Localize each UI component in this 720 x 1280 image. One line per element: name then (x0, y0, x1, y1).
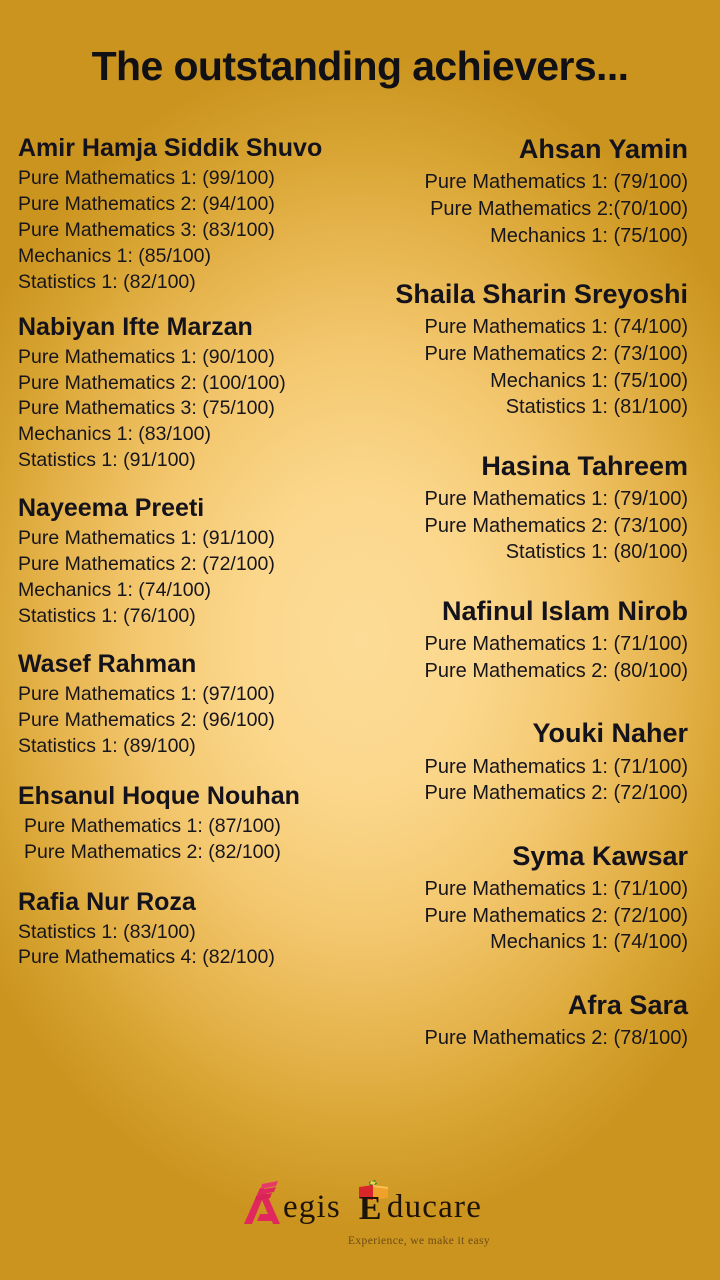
subject-result: Pure Mathematics 4: (82/100) (18, 946, 275, 969)
aegis-a-mark-icon (238, 1180, 282, 1226)
logo-text-e: E (358, 1190, 382, 1227)
student-entry (352, 841, 704, 956)
student-name: Ehsanul Hoque Nouhan (18, 781, 300, 810)
subject-result: Pure Mathematics 1: (71/100) (424, 755, 688, 778)
subject-result: Pure Mathematics 2: (73/100) (424, 514, 688, 537)
subject-result: Pure Mathematics 2: (73/100) (424, 343, 688, 365)
logo-tagline: Experience, we make it easy (347, 1235, 491, 1247)
subject-result: Pure Mathematics 2: (78/100) (424, 1027, 688, 1050)
subject-result: Pure Mathematics 2: (72/100) (18, 553, 275, 576)
subject-result: Statistics 1: (80/100) (505, 541, 688, 564)
subject-result: Statistics 1: (76/100) (18, 604, 196, 627)
subject-result: Pure Mathematics 2: (72/100) (424, 782, 688, 805)
subject-result: Mechanics 1: (85/100) (18, 244, 211, 267)
subject-result: Statistics 1: (81/100) (505, 396, 688, 419)
subject-result: Mechanics 1: (75/100) (490, 224, 688, 247)
subject-result: Mechanics 1: (83/100) (18, 423, 211, 446)
brand-logo (0, 1176, 720, 1247)
student-name: Nabiyan Ifte Marzan (18, 312, 253, 341)
student-name: Nayeema Preeti (18, 494, 205, 523)
student-entry (18, 888, 368, 972)
student-entry (352, 279, 704, 421)
subject-result: Mechanics 1: (74/100) (18, 579, 211, 602)
subject-result: Pure Mathematics 2: (82/100) (24, 840, 281, 863)
logo-e-with-book (359, 1180, 387, 1226)
subject-result: Pure Mathematics 2: (96/100) (18, 708, 275, 731)
subject-result: Mechanics 1: (75/100) (490, 369, 688, 392)
left-achievers-column (18, 134, 368, 988)
student-name: Rafia Nur Roza (18, 887, 196, 916)
student-entry (18, 782, 368, 866)
subject-result: Pure Mathematics 2: (94/100) (18, 192, 275, 215)
subject-result: Pure Mathematics 1: (74/100) (424, 316, 688, 339)
right-achievers-column (352, 134, 704, 1078)
subject-result: Pure Mathematics 3: (75/100) (18, 397, 275, 420)
student-entry (352, 718, 704, 807)
subject-result: Statistics 1: (89/100) (18, 734, 196, 757)
student-name: Wasef Rahman (18, 649, 197, 678)
student-name: Youki Naher (532, 718, 688, 749)
subject-result: Pure Mathematics 1: (79/100) (424, 488, 688, 511)
student-name: Syma Kawsar (512, 840, 688, 871)
title-area (0, 44, 720, 89)
subject-result: Statistics 1: (82/100) (18, 270, 196, 293)
subject-result: Pure Mathematics 1: (90/100) (18, 345, 275, 368)
student-entry (18, 313, 368, 475)
subject-result: Pure Mathematics 2: (100/100) (18, 371, 286, 394)
student-name: Amir Hamja Siddik Shuvo (18, 134, 323, 162)
subject-result: Pure Mathematics 1: (87/100) (24, 814, 281, 837)
subject-result: Statistics 1: (83/100) (18, 920, 196, 943)
student-entry (18, 650, 368, 760)
subject-result: Statistics 1: (91/100) (18, 449, 196, 472)
logo-text-ducare: ducare (386, 1189, 483, 1225)
student-entry (352, 990, 704, 1052)
achievers-columns (0, 134, 720, 1134)
student-entry (352, 134, 704, 249)
subject-result: Pure Mathematics 2:(70/100) (430, 197, 688, 220)
student-entry (18, 134, 368, 296)
student-name: Hasina Tahreem (481, 450, 688, 481)
student-entry (352, 451, 704, 566)
subject-result: Mechanics 1: (74/100) (490, 931, 688, 954)
subject-result: Pure Mathematics 3: (83/100) (18, 218, 275, 241)
student-name: Afra Sara (567, 989, 688, 1020)
subject-result: Pure Mathematics 1: (91/100) (18, 527, 275, 550)
subject-result: Pure Mathematics 1: (97/100) (18, 682, 275, 705)
student-name: Shaila Sharin Sreyoshi (395, 279, 688, 310)
subject-result: Pure Mathematics 1: (71/100) (424, 878, 688, 901)
student-name: Nafinul Islam Nirob (441, 595, 688, 626)
student-name: Ahsan Yamin (518, 134, 688, 164)
logo-text-egis: egis (282, 1189, 341, 1225)
student-entry (18, 494, 368, 630)
subject-result: Pure Mathematics 1: (99/100) (18, 167, 275, 189)
page-title: The outstanding achievers... (91, 43, 629, 89)
subject-result: Pure Mathematics 2: (72/100) (424, 904, 688, 927)
subject-result: Pure Mathematics 2: (80/100) (424, 659, 688, 682)
student-entry (352, 596, 704, 685)
logo-lockup (238, 1176, 482, 1226)
subject-result: Pure Mathematics 1: (79/100) (424, 171, 688, 194)
subject-result: Pure Mathematics 1: (71/100) (424, 633, 688, 656)
